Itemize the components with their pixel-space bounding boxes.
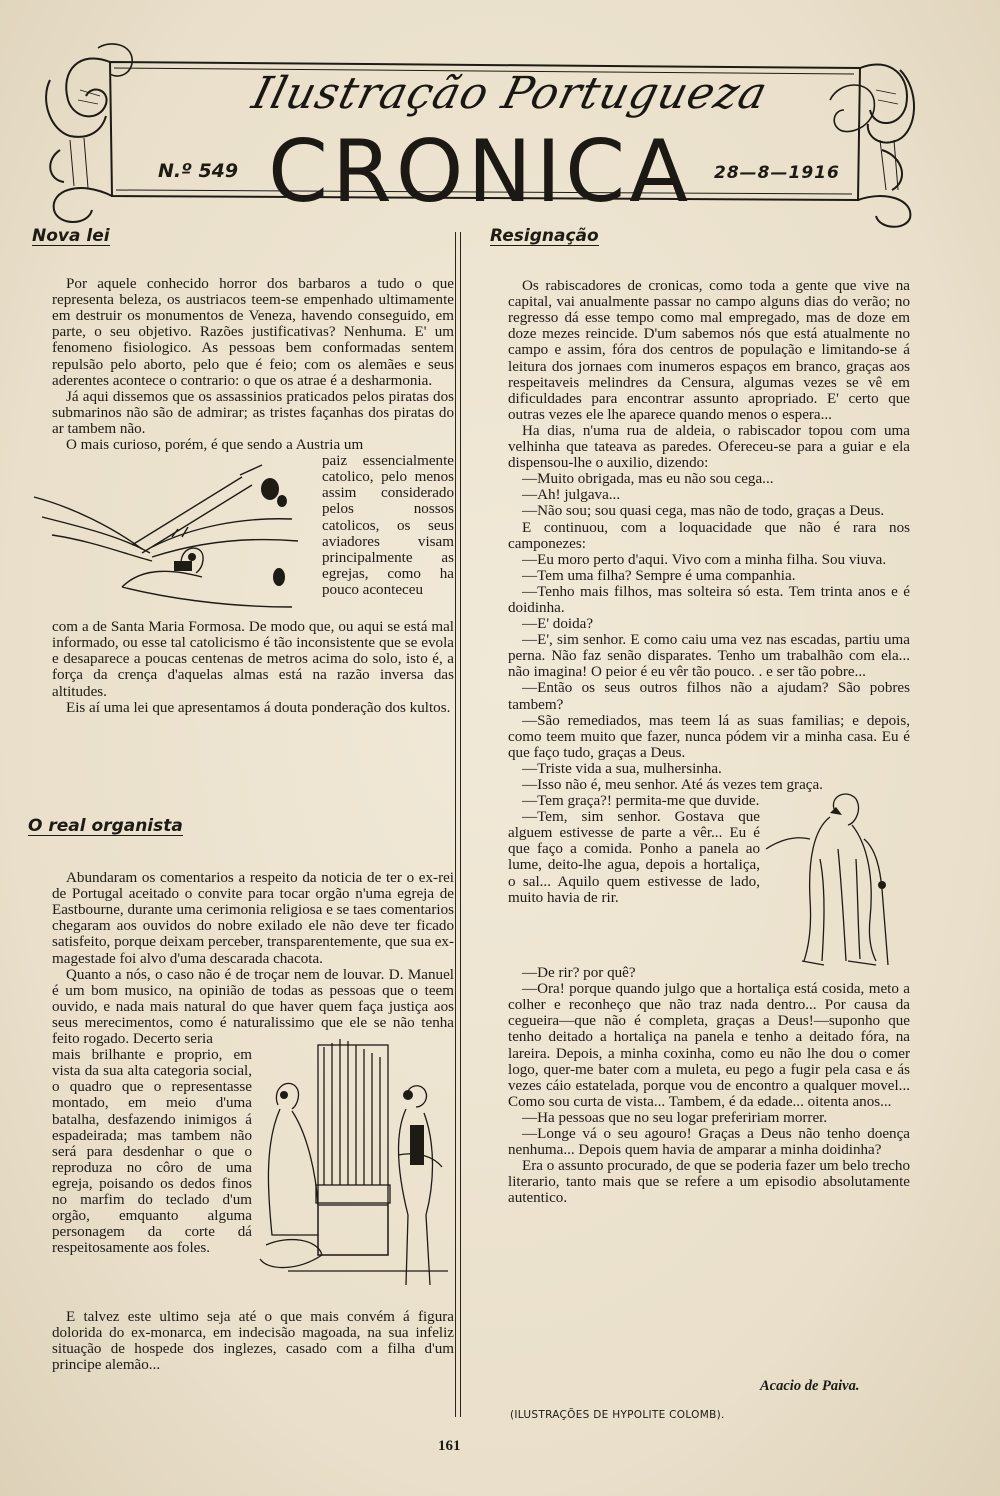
paragraph: Abundaram os comentarios a respeito da noticia de ter o ex-rei de Portugal aceitado o convite para tocar orgão n'uma egreja de Eastbourne, durante uma cerimonia religiosa e se taes comentarios chegaram aos ouvidos do nobre exilado ele não deve ter ficado satisfeito, porque deixam perceber, transparentemente, que sua ex-magestade foi alvo d'uma descarada chacota. (52, 870, 454, 967)
dialogue-line: —Isso não é, meu senhor. Até ás vezes tem graça. (522, 777, 823, 793)
paragraph: Por aquele conhecido horror dos barbaros a tudo o que representa beleza, os austriacos teem-se empenhado ultimamente em destruir os monumentos de Veneza, havendo conseguido, em parte, o seu objetivo. Razões justificativas? Nenhuma. E' um fenomeno fisiologico. As pessoas bem conformadas sentem repulsão pelo aborto, pelo que é feio; com os alemães e seus aderentes acontece o contrario: o que os atrae é a desharmonia. (52, 276, 454, 389)
dialogue-line: —Tenho mais filhos, mas solteira só esta. Tem trinta anos e é doidinha. (508, 583, 910, 616)
paragraph: com a de Santa Maria Formosa. De modo que, ou aqui se está mal informado, ou esse tal catolicismo é tão inconsistente que se evola e desaparece a poucas centenas de metros acima do solo, isto é, a força da crença d'aquelas almas está na razão inversa das altitudes. (52, 619, 454, 700)
illustration-credits: (ILUSTRAÇÕES DE HYPOLITE COLOMB). (510, 1409, 725, 1421)
paragraph: Os rabiscadores de cronicas, como toda a gente que vive na capital, vai anualmente passar no campo alguns dias do verão; no regresso dá esse tempo como mal empregado, mas de doze em doze mezes reincide. D'um sabemos nós que está atualmente no campo e assim, fóra dos centros de população e limitando-se á leitura dos jornaes com inumeros espaços em branco, graças aos respeitaveis melindres da Censura, algumas vezes se vê em dificuldades para encontrar assunto apropriado. E' certo que outras vezes ele lhe aparece quando menos o espera... (508, 278, 910, 423)
dialogue-line: —Ora! porque quando julgo que a hortaliça está cosida, meto a colher e reconheço que não traz nada dentro... Por causa da cegueira—que não é completa, graças a Deus!—suponho que tenho deitado a hortaliça na panela e tenho a deitado fóra, na lareira. Depois, a minha coxinha, como eu não lhe dou o comer logo, quer-me bater com a muleta, eu pego a fugir pela casa e ás vezes cáio estatelada, porque vou de encontro a qualquer movel... Como sou curta de vista... Tambem, é da edade... oitenta anos... (508, 981, 910, 1110)
dialogue-line: —Triste vida a sua, mulhersinha. (522, 760, 722, 777)
dialogue-line: —Tem, sim senhor. Gostava que alguem estivesse de parte a vêr... Eu é que faço a comida. Ponho a panela ao lume, deito-lhe agua, depois a hortaliça, o sal... Aquilo quem estivesse de lado, muito havia de rir. (508, 809, 760, 906)
dialogue-line: —Tem graça?! permita-me que duvide. (522, 793, 760, 810)
dialogue-line: —Ha pessoas que no seu logar prefeririam morrer. (522, 1109, 828, 1126)
dialogue-line: —Longe vá o seu agouro! Graças a Deus não tenho doença nenhuma... Depois quem havia de amparar a minha doidinha? (508, 1126, 910, 1159)
issue-number: N.º 549 (158, 160, 239, 182)
article-heading: Nova lei (32, 226, 110, 246)
dialogue-line: —De rir? por quê? (522, 965, 636, 982)
article-real-organista (28, 816, 454, 1374)
dialogue-line: —E', sim senhor. E como caiu uma vez nas escadas, partiu uma perna. Não faz senão disparates. Tenho um trabalhão com ela... não imagina! O peior é eu vêr tão pouco. . e ser tão pobre... (508, 632, 910, 681)
dialogue-block (508, 793, 760, 906)
article-heading: O real organista (28, 816, 183, 836)
dialogue-line: —Não sou; sou quasi cega, mas não de todo, graças a Deus. (522, 503, 885, 520)
dialogue-line: —São remediados, mas teem lá as suas familias; e depois, como teem muito que fazer, nunca pódem vir a minha casa. Eu é que faço tudo, graças a Deus. (508, 712, 910, 761)
article-nova-lei (32, 226, 454, 716)
paragraph: E talvez este ultimo seja até o que mais convém á figura dolorida do ex-monarca, em indecisão magoada, na sua infeliz situação de hospede dos inglezes, casado com a filha d'um principe alemão... (52, 1309, 454, 1374)
airplane-illustration (32, 457, 314, 617)
paragraph: O mais curioso, porém, é que sendo a Austria um (66, 437, 364, 454)
paragraph: Quanto a nós, o caso não é de troçar nem de louvar. D. Manuel é um bom musico, na opinião de todas as pessoas que o teem ouvido, e nada mais natural do que haver quem faça justiça aos seus merecimentos, como é naturalissimo que ele se não tenha feito rogado. Decerto seria (52, 966, 454, 1048)
old-woman-illustration (764, 789, 908, 969)
paragraph: mais brilhante e proprio, em vista da sua alta categoria social, o quadro que o representasse montado, em meio d'uma batalha, desfazendo inimigos á espadeirada; mas tambem não será para desdenhar o que o reproduza no côro de uma egreja, poisando os dedos finos no marfim do teclado d'um orgão, emquanto alguma personagem da corte dá respeitosamente aos foles. (52, 1047, 252, 1257)
section-title: CRONICA (267, 122, 693, 222)
page-number: 161 (438, 1438, 461, 1454)
paragraph: paiz essencialmente catolico, pelo menos assim considerado pelos nossos catolicos, os seus aviadores visam principalmente as egrejas, como ha pouco aconteceu (322, 453, 454, 598)
magazine-title: Ilustração Portugueza (247, 68, 773, 119)
column-divider (455, 232, 461, 1417)
dialogue-line: —Tem uma filha? Sempre é uma companhia. (522, 567, 796, 584)
dialogue-line: —E' doida? (522, 616, 594, 633)
organ-illustration (258, 1035, 454, 1293)
paragraph: Eis aí uma lei que apresentamos á douta ponderação dos kultos. (66, 699, 451, 716)
paragraph: Era o assunto procurado, de que se poderia fazer um belo trecho literario, tanto mais que se refere a um episodio absolutamente autentico. (508, 1158, 910, 1207)
dialogue-line: —Ah! julgava... (522, 487, 621, 504)
author-signature: Acacio de Paiva. (760, 1378, 860, 1394)
article-heading: Resignação (490, 226, 599, 246)
dialogue-line: —Muito obrigada, mas eu não sou cega... (522, 471, 774, 488)
masthead (40, 40, 920, 230)
issue-date: 28—8—1916 (714, 163, 840, 183)
dialogue-line: —Eu moro perto d'aqui. Vivo com a minha filha. Sou viuva. (522, 551, 887, 568)
article-resignacao (490, 226, 910, 1207)
paragraph: Já aqui dissemos que os assassinios praticados pelos piratas dos submarinos não são de admirar; as tristes façanhas dos piratas do ar tambem não. (52, 388, 454, 437)
paragraph: Ha dias, n'uma rua de aldeia, o rabiscador topou com uma velhinha que tateava as paredes. Ofereceu-se para a guiar e ela dispensou-lhe o auxilio, dizendo: (508, 422, 910, 472)
dialogue-line: —Então os seus outros filhos não a ajudam? São pobres tambem? (508, 680, 910, 713)
paragraph: E continuou, com a loquacidade que não é rara nos camponezes: (508, 519, 910, 552)
